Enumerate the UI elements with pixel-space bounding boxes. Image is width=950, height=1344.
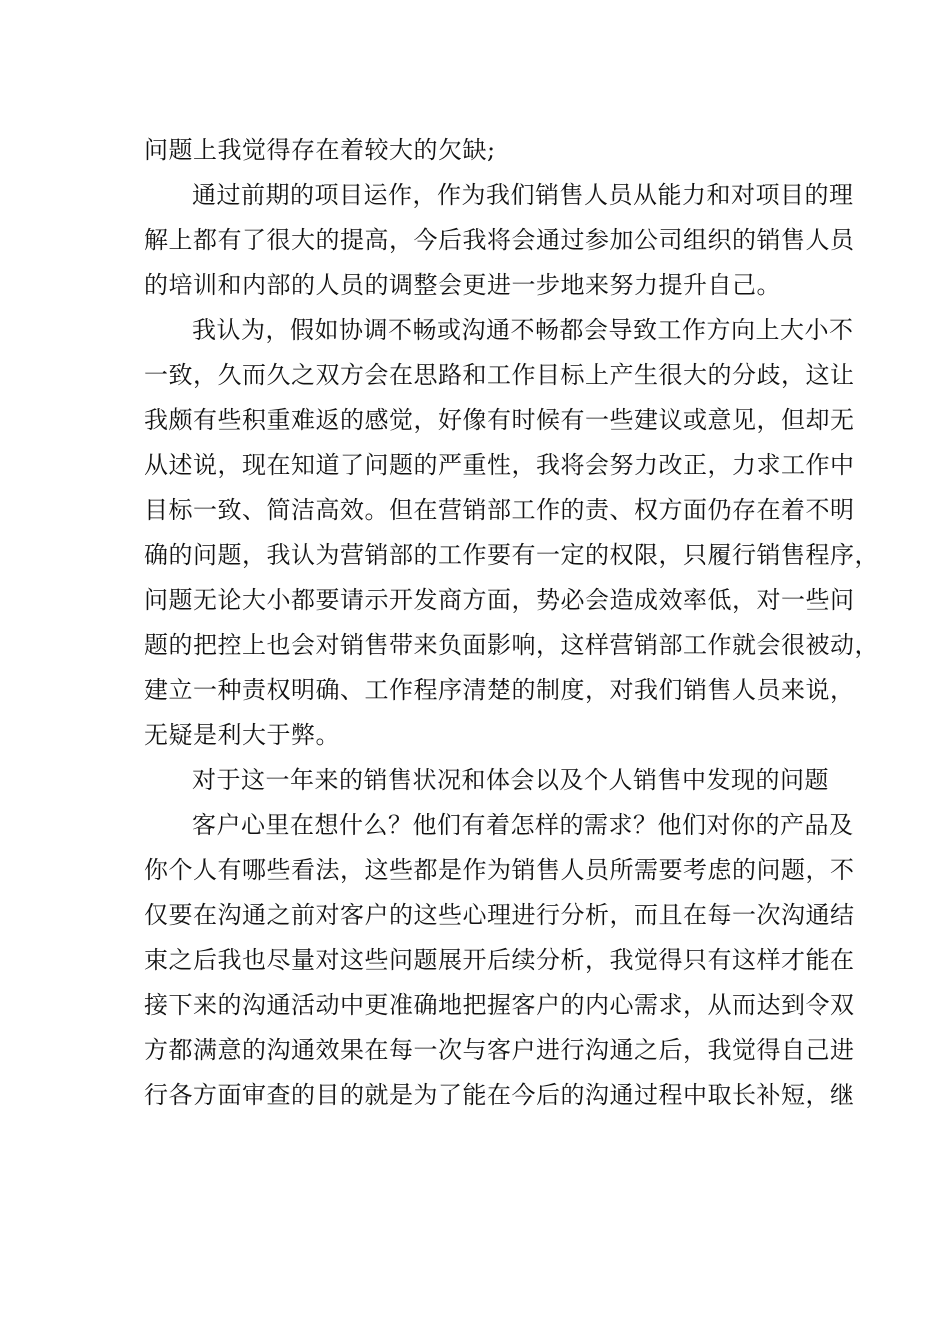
text-line: 方都满意的沟通效果在每一次与客户进行沟通之后，我觉得自己进	[144, 1036, 855, 1064]
text-line: 束之后我也尽量对这些问题展开后续分析，我觉得只有这样才能在	[144, 946, 855, 974]
text-line: 确的问题，我认为营销部的工作要有一定的权限，只履行销售程序，	[144, 541, 879, 569]
text-line: 问题上我觉得存在着较大的欠缺;	[144, 136, 496, 164]
text-line: 一致，久而久之双方会在思路和工作目标上产生很大的分歧，这让	[144, 361, 855, 389]
text-line: 你个人有哪些看法，这些都是作为销售人员所需要考虑的问题，不	[144, 856, 855, 884]
text-line: 问题无论大小都要请示开发商方面，势必会造成效率低，对一些问	[144, 586, 855, 614]
text-line: 建立一种责权明确、工作程序清楚的制度，对我们销售人员来说，	[144, 676, 855, 704]
text-line: 通过前期的项目运作，作为我们销售人员从能力和对项目的理	[192, 181, 854, 209]
text-line: 无疑是利大于弊。	[144, 721, 340, 749]
text-line: 行各方面审查的目的就是为了能在今后的沟通过程中取长补短，继	[144, 1081, 855, 1109]
text-line: 对于这一年来的销售状况和体会以及个人销售中发现的问题	[192, 766, 829, 794]
text-line: 我认为，假如协调不畅或沟通不畅都会导致工作方向上大小不	[192, 316, 854, 344]
text-line: 目标一致、简洁高效。但在营销部工作的责、权方面仍存在着不明	[144, 496, 855, 524]
text-line: 从述说，现在知道了问题的严重性，我将会努力改正，力求工作中	[144, 451, 855, 479]
text-line: 仅要在沟通之前对客户的这些心理进行分析，而且在每一次沟通结	[144, 901, 855, 929]
text-line: 题的把控上也会对销售带来负面影响，这样营销部工作就会很被动，	[144, 631, 879, 659]
text-line: 我颇有些积重难返的感觉，好像有时候有一些建议或意见，但却无	[144, 406, 855, 434]
text-line: 接下来的沟通活动中更准确地把握客户的内心需求，从而达到令双	[144, 991, 855, 1019]
text-line: 解上都有了很大的提高，今后我将会通过参加公司组织的销售人员	[144, 226, 855, 254]
text-line: 客户心里在想什么？他们有着怎样的需求？他们对你的产品及	[192, 811, 854, 839]
document-body	[144, 128, 879, 1118]
text-line: 的培训和内部的人员的调整会更进一步地来努力提升自己。	[144, 271, 781, 299]
